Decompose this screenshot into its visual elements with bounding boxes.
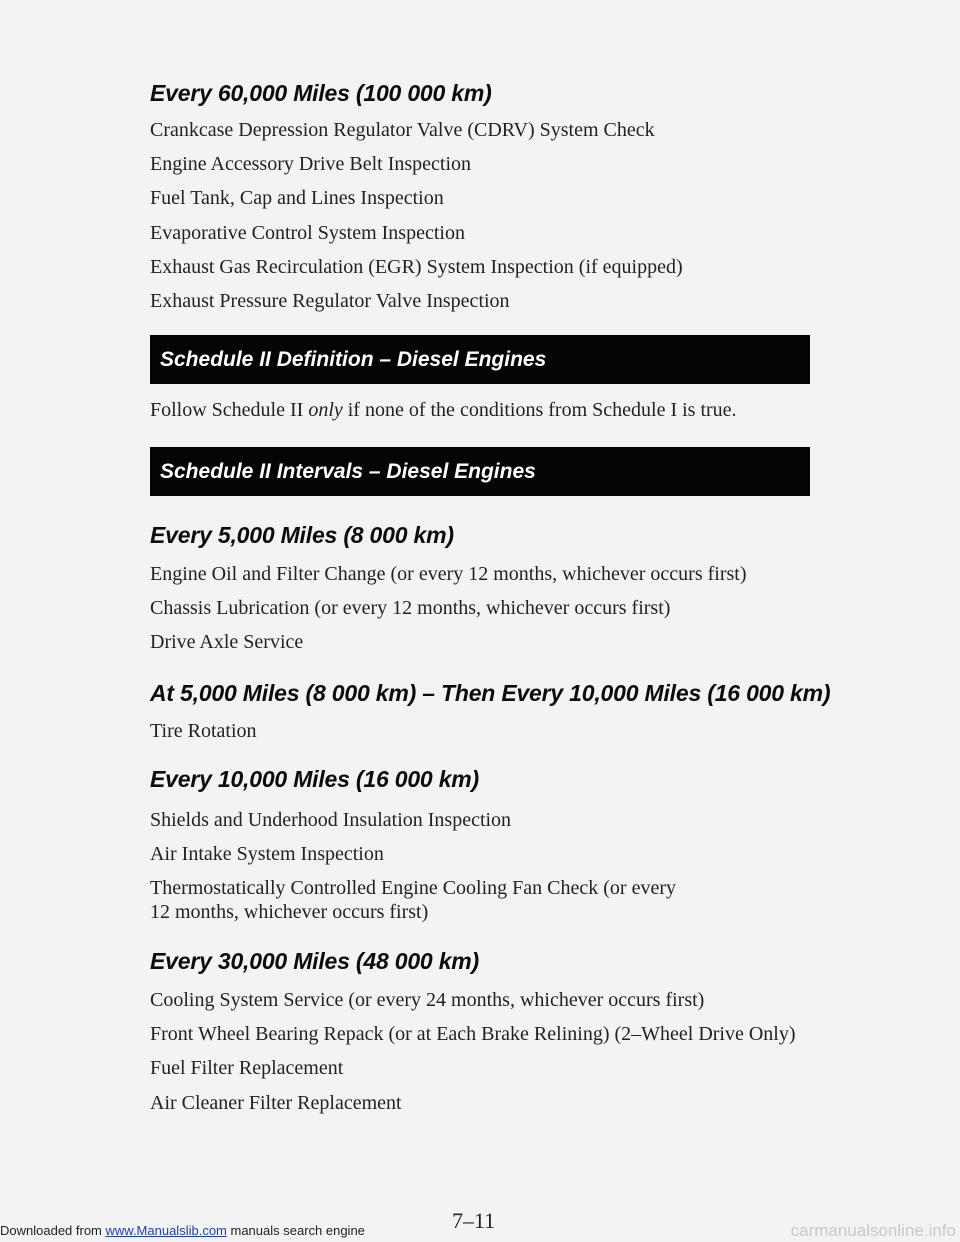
heading-every-60000-miles bbox=[150, 80, 492, 107]
list-item: Tire Rotation bbox=[150, 720, 257, 742]
list-item: Fuel Filter Replacement bbox=[150, 1057, 344, 1079]
definition-text bbox=[150, 398, 737, 422]
download-footer bbox=[0, 1223, 365, 1238]
list-item: Engine Oil and Filter Change (or every 12 months, whichever occurs first) bbox=[150, 563, 747, 585]
heading-at-5000-then-every-10000: At 5,000 Miles (8 000 km) – Then Every 10,000 Miles (16 000 km) bbox=[150, 680, 831, 706]
page-number: 7–11 bbox=[452, 1208, 496, 1233]
heading-every-30000-miles: Every 30,000 Miles (48 000 km) bbox=[150, 948, 480, 974]
list-item: Exhaust Gas Recirculation (EGR) System Inspection (if equipped) bbox=[150, 256, 683, 278]
list-item: Air Cleaner Filter Replacement bbox=[150, 1092, 402, 1114]
list-item: Crankcase Depression Regulator Valve (CDRV) System Check bbox=[150, 119, 655, 141]
list-item: Engine Accessory Drive Belt Inspection bbox=[150, 153, 472, 175]
heading-every-10000-miles: Every 10,000 Miles (16 000 km) bbox=[150, 766, 480, 792]
list-item: Fuel Tank, Cap and Lines Inspection bbox=[150, 187, 444, 209]
definition-text-end: if none of the conditions from Schedule I is true. bbox=[342, 399, 737, 421]
list-item: Chassis Lubrication (or every 12 months, whichever occurs first) bbox=[150, 597, 671, 619]
list-item-continuation: 12 months, whichever occurs first) bbox=[150, 901, 429, 923]
section-banner-intervals: Schedule II Intervals – Diesel Engines bbox=[150, 447, 810, 496]
section-heading: Every 60,000 Miles (100 000 km) bbox=[150, 80, 492, 106]
list-item: Air Intake System Inspection bbox=[150, 843, 384, 865]
list-item: Drive Axle Service bbox=[150, 631, 304, 653]
heading-every-5000-miles: Every 5,000 Miles (8 000 km) bbox=[150, 522, 454, 548]
list-item: Front Wheel Bearing Repack (or at Each Brake Relining) (2–Wheel Drive Only) bbox=[150, 1023, 796, 1045]
footer-prefix: Downloaded from bbox=[0, 1223, 106, 1238]
list-item: Shields and Underhood Insulation Inspection bbox=[150, 809, 512, 831]
watermark-text: carmanualsonline.info bbox=[790, 1221, 956, 1240]
list-item: Exhaust Pressure Regulator Valve Inspection bbox=[150, 290, 510, 312]
definition-text-start: Follow Schedule II bbox=[150, 399, 309, 421]
list-item: Cooling System Service (or every 24 months, whichever occurs first) bbox=[150, 989, 705, 1011]
manualslib-link[interactable]: www.Manualslib.com bbox=[105, 1223, 227, 1238]
list-item: Thermostatically Controlled Engine Cooling Fan Check (or every bbox=[150, 877, 676, 899]
list-item: Evaporative Control System Inspection bbox=[150, 222, 465, 244]
definition-emphasis: only bbox=[308, 399, 343, 421]
section-banner-definition: Schedule II Definition – Diesel Engines bbox=[150, 335, 810, 384]
footer-suffix: manuals search engine bbox=[226, 1223, 365, 1238]
